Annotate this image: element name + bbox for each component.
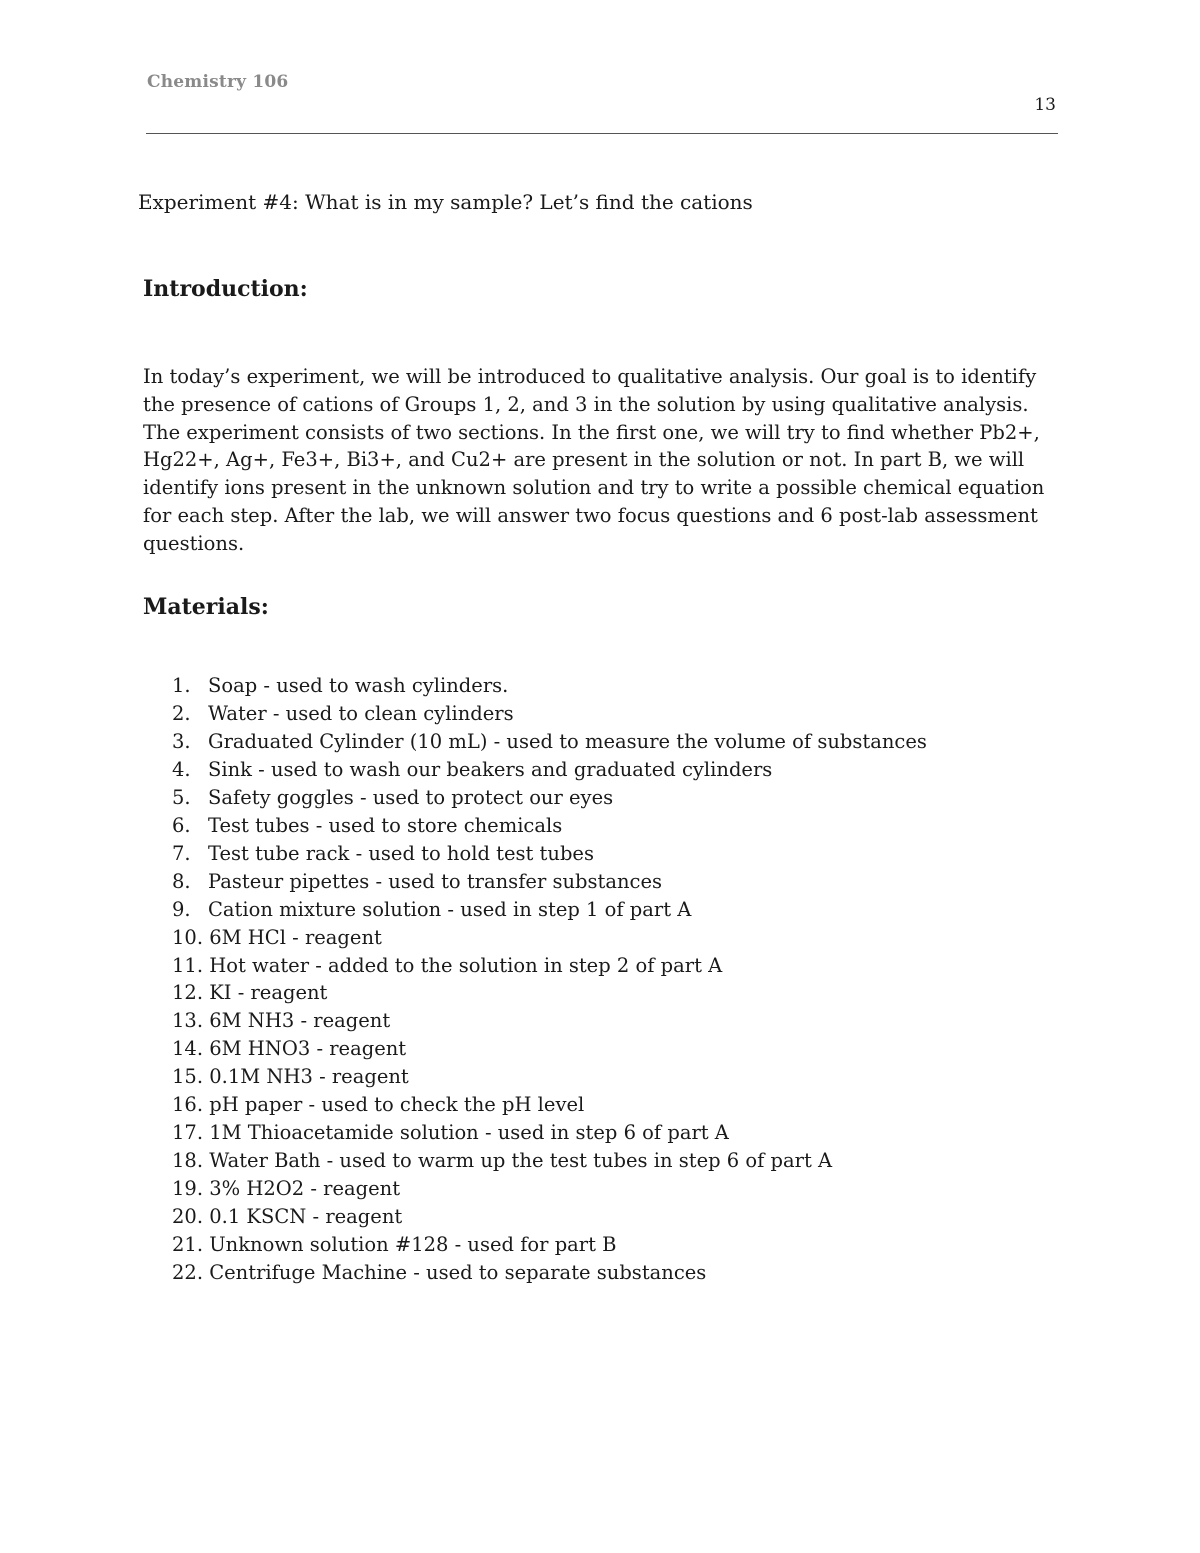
list-item: 1. Soap - used to wash cylinders.: [172, 674, 509, 697]
introduction-heading: Introduction:: [143, 276, 308, 302]
list-item: 21. Unknown solution #128 - used for part B: [172, 1233, 617, 1257]
list-item: 12. KI - reagent: [172, 981, 328, 1005]
list-item: 4. Sink - used to wash our beakers and graduated cylinders: [172, 757, 773, 781]
materials-heading: Materials:: [143, 594, 269, 620]
list-item: 15. 0.1M NH3 - reagent: [172, 1065, 409, 1089]
list-item: 20. 0.1 KSCN - reagent: [172, 1205, 403, 1229]
list-item: 18. Water Bath - used to warm up the test tubes in step 6 of part A: [172, 1149, 833, 1173]
header-divider: [146, 133, 1058, 134]
list-item: 16. pH paper - used to check the pH level: [172, 1093, 585, 1117]
list-item: 9. Cation mixture solution - used in step 1 of part A: [172, 897, 692, 921]
experiment-title: Experiment #4: What is in my sample? Let’s find the cations: [138, 190, 753, 214]
header-course-title: Chemistry 106: [147, 72, 289, 92]
list-item: 17. 1M Thioacetamide solution - used in step 6 of part A: [172, 1121, 729, 1145]
list-item: 3. Graduated Cylinder (10 mL) - used to measure the volume of substances: [172, 729, 927, 753]
list-item: 10. 6M HCl - reagent: [172, 925, 382, 949]
page-number: 13: [1034, 95, 1056, 115]
list-item: 14. 6M HNO3 - reagent: [172, 1037, 407, 1061]
list-item: 11. Hot water - added to the solution in step 2 of part A: [172, 953, 723, 977]
list-item: 13. 6M NH3 - reagent: [172, 1009, 391, 1033]
list-item: 7. Test tube rack - used to hold test tubes: [172, 841, 594, 865]
introduction-paragraph: In today’s experiment, we will be introduced to qualitative analysis. Our goal is to identify the presence of cations of Groups 1, 2, and 3 in the solution by using qualitative analysis. The experiment consists of two sections. In the first one, we will try to find whether Pb2+, Hg22+, Ag+, Fe3+, Bi3+, and Cu2+ are present in the solution or not. In part B, we will identify ions present in the unknown solution and try to write a possible chemical equation for each step. After the lab, we will answer two focus questions and 6 post-lab assessment questions.: [143, 365, 1045, 555]
list-item: 5. Safety goggles - used to protect our eyes: [172, 785, 614, 809]
list-item: 8. Pasteur pipettes - used to transfer substances: [172, 869, 663, 893]
list-item: 22. Centrifuge Machine - used to separate substances: [172, 1261, 707, 1285]
list-item: 2. Water - used to clean cylinders: [172, 701, 514, 725]
list-item: 6. Test tubes - used to store chemicals: [172, 813, 563, 837]
materials-list: [172, 672, 927, 1287]
list-item: 19. 3% H2O2 - reagent: [172, 1177, 401, 1201]
